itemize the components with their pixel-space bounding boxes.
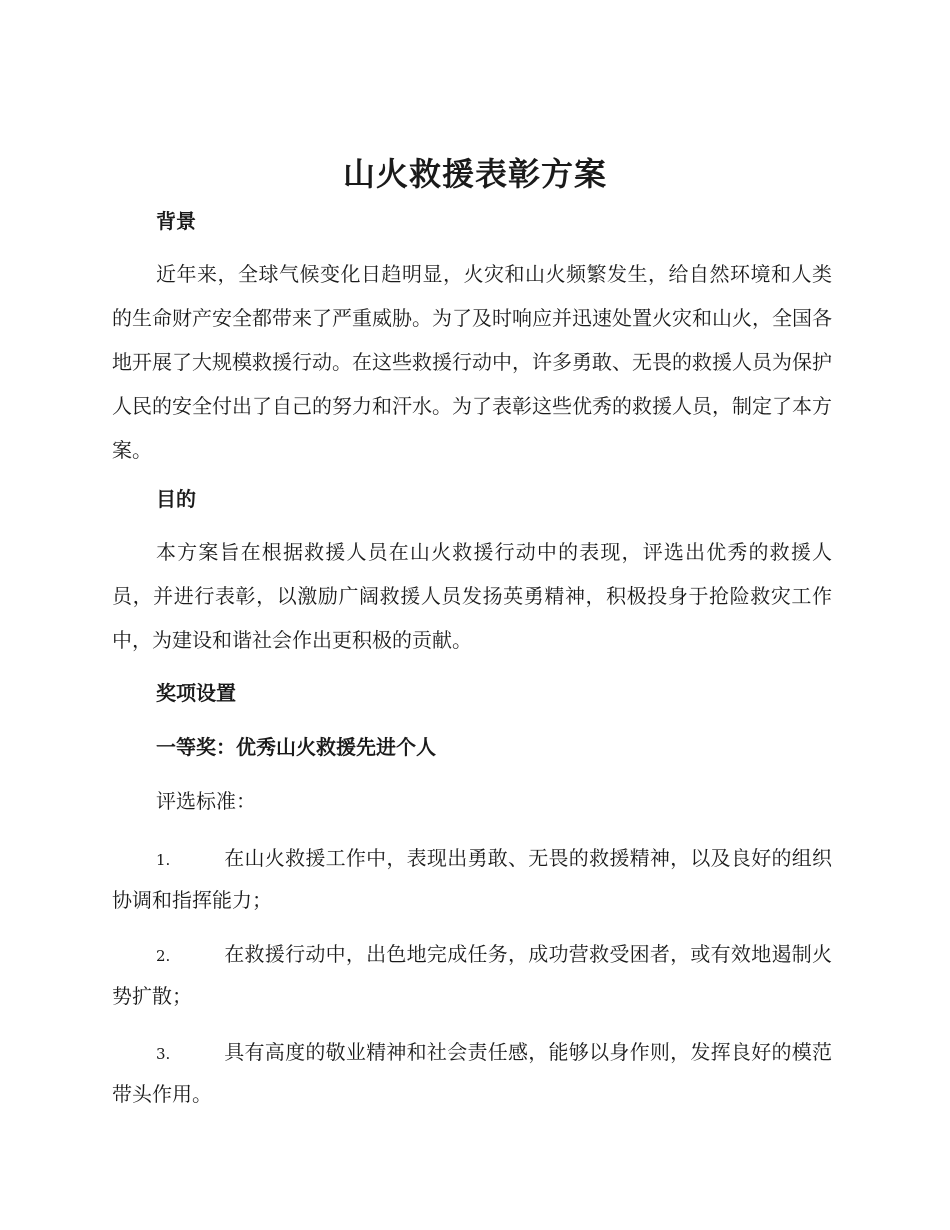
criteria-item-text: 在山火救援工作中，表现出勇敢、无畏的救援精神，以及良好的组织协调和指挥能力； (112, 846, 832, 912)
criteria-item-text: 在救援行动中，出色地完成任务，成功营救受困者，或有效地遏制火势扩散； (112, 942, 832, 1008)
criteria-item-text: 具有高度的敬业精神和社会责任感，能够以身作则，发挥良好的模范带头作用。 (112, 1040, 832, 1106)
section-heading-background: 背景 (156, 209, 196, 233)
first-prize-heading: 一等奖：优秀山火救援先进个人 (156, 735, 436, 759)
criteria-item (112, 838, 832, 920)
background-paragraph: 近年来，全球气候变化日趋明显，火灾和山火频繁发生，给自然环境和人类的生命财产安全都带来了严重威胁。为了及时响应并迅速处置火灾和山火，全国各地开展了大规模救援行动。在这些救援行动中，许多勇敢、无畏的救援人员为保护人民的安全付出了自己的努力和汗水。为了表彰这些优秀的救援人员，制定了本方案。 (112, 262, 832, 462)
section-heading-purpose: 目的 (156, 487, 196, 511)
criteria-item-number: 3. (156, 1045, 171, 1063)
purpose-paragraph: 本方案旨在根据救援人员在山火救援行动中的表现，评选出优秀的救援人员，并进行表彰，以激励广阔救援人员发扬英勇精神，积极投身于抢险救灾工作中，为建设和谐社会作出更积极的贡献。 (112, 540, 832, 652)
criteria-label: 评选标准： (156, 789, 256, 813)
document-title: 山火救援表彰方案 (342, 155, 607, 193)
criteria-item-number: 2. (156, 947, 171, 965)
criteria-item (112, 1032, 832, 1114)
criteria-item-number: 1. (156, 851, 171, 869)
section-heading-awards: 奖项设置 (156, 681, 236, 705)
criteria-item (112, 934, 832, 1016)
